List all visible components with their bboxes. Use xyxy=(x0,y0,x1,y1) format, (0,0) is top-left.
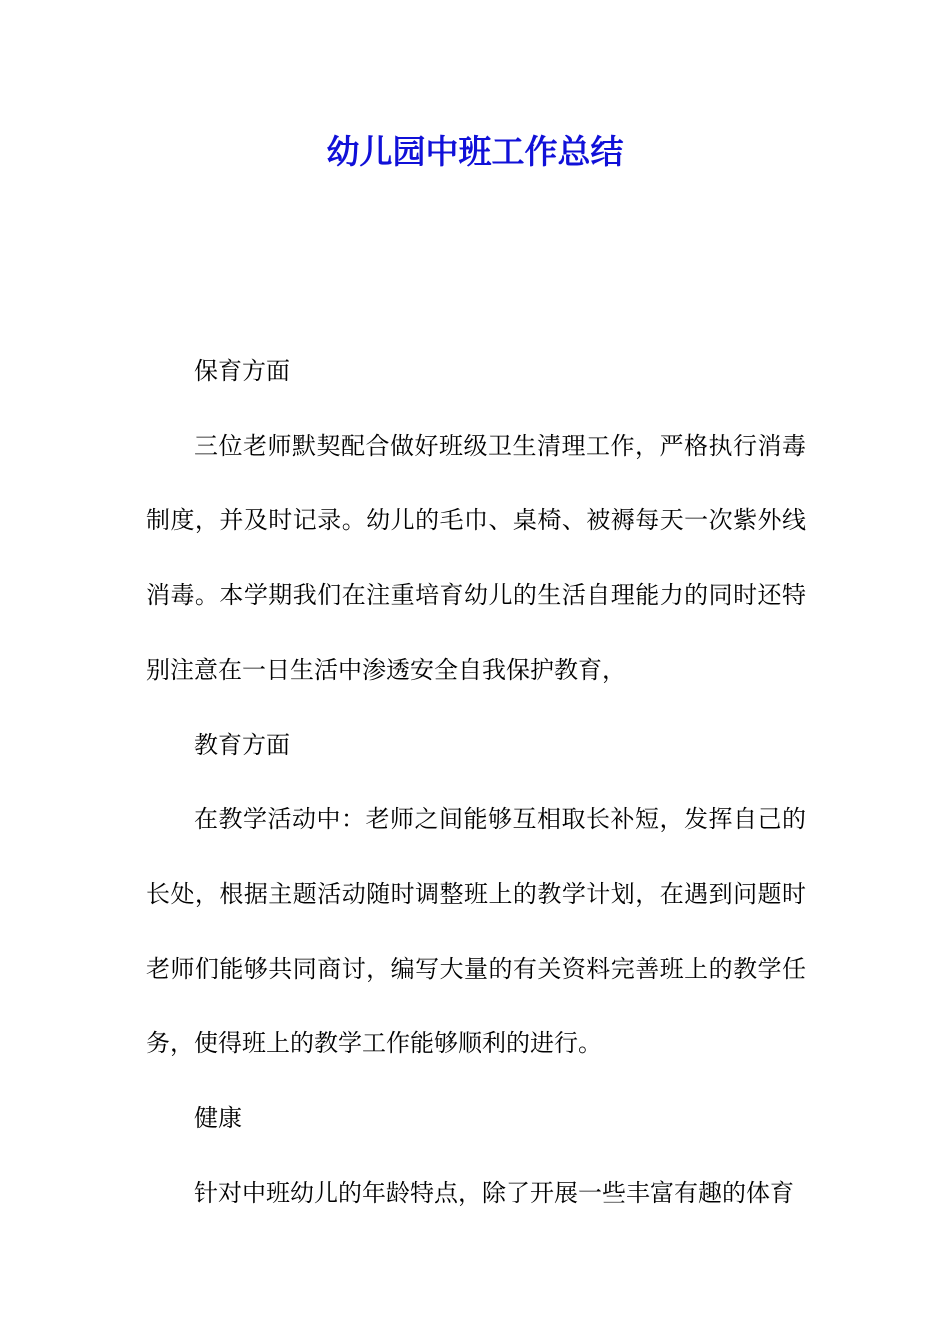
document-body xyxy=(146,334,806,1230)
section-heading-care: 保育方面 xyxy=(194,357,290,385)
section-heading-health: 健康 xyxy=(194,1104,242,1133)
document-title: 幼儿园中班工作总结 xyxy=(326,132,624,171)
paragraph-education: 在教学活动中：老师之间能够互相取长补短，发挥自己的长处，根据主题活动随时调整班上的教学计划，在遇到问题时老师们能够共同商讨，编写大量的有关资料完善班上的教学任务，使得班上的教学工作能够顺利的进行。 xyxy=(146,805,806,1058)
paragraph-care: 三位老师默契配合做好班级卫生清理工作，严格执行消毒制度，并及时记录。幼儿的毛巾、桌椅、被褥每天一次紫外线消毒。本学期我们在注重培育幼儿的生活自理能力的同时还特别注意在一日生活中渗透安全自我保护教育， xyxy=(146,431,806,684)
section-heading-education: 教育方面 xyxy=(194,730,290,759)
paragraph-health: 针对中班幼儿的年龄特点，除了开展一些丰富有趣的体育 xyxy=(194,1178,794,1207)
